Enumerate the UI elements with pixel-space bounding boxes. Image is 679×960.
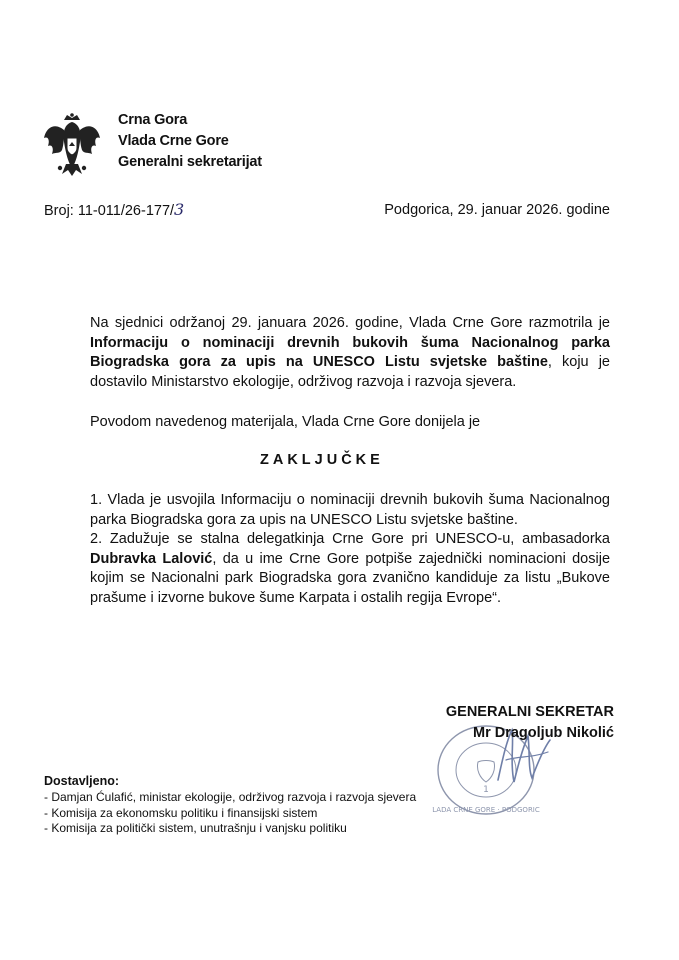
- ambassador-name: Dubravka Lalović: [90, 550, 213, 567]
- stamp-text: VLADA CRNE GORE · PODGORICA: [432, 806, 540, 814]
- signature-title: GENERALNI SEKRETAR: [445, 704, 614, 720]
- conclusion-item-2: [90, 530, 610, 608]
- conclusions-list: [90, 491, 610, 608]
- conclusion-item-2-end: , da u ime Crne Gore potpiše zajednički nominacioni dosije kojim se Nacionalni park Biogradska gora zvanično kandiduje za listu „Bukove prašume i izvorne bukove šume Karpata i ostalih regija Evrope“.: [90, 550, 611, 606]
- intro-paragraph: [90, 314, 610, 392]
- header-government: Vlada Crne Gore: [118, 133, 229, 149]
- distribution-item: - Komisija za ekonomsku politiku i finansijski sistem: [44, 805, 318, 820]
- conclusion-item-1: 1. Vlada je usvojila Informaciju o nominaciji drevnih bukovih šuma Nacionalnog parka Biogradska gora za upis na UNESCO Listu svjetske baštine.: [90, 492, 610, 528]
- reference-number: [44, 201, 184, 220]
- reference-number-text: Broj: 11-011/26-177/: [44, 203, 175, 219]
- place-date: Podgorica, 29. januar 2026. godine: [384, 202, 610, 218]
- reference-number-handwritten: 3: [174, 200, 185, 219]
- conclusion-item-2-start: 2. Zadužuje se stalna delegatkinja Crne Gore pri UNESCO-u, ambasadorka: [90, 531, 610, 547]
- distribution-item: - Komisija za politički sistem, unutrašnju i vanjsku politiku: [44, 821, 347, 835]
- intro-text-end: , koju je dostavilo Ministarstvo ekologije, održivog razvoja i razvoja sjevera.: [90, 354, 610, 390]
- signature-name: Mr Dragoljub Nikolić: [473, 725, 614, 741]
- distribution-title: Dostavljeno:: [44, 774, 120, 788]
- coat-of-arms-icon: [40, 112, 104, 178]
- distribution-list: [44, 790, 416, 837]
- header-secretariat: Generalni sekretarijat: [118, 154, 262, 170]
- header-country: Crna Gora: [118, 112, 188, 128]
- intro-text-start: Na sjednici održanoj 29. januara 2026. godine, Vlada Crne Gore razmotrila je: [90, 315, 610, 331]
- stamp-number: 1: [483, 785, 489, 795]
- conclusions-heading: ZAKLJUČKE: [260, 452, 384, 468]
- intro-document-title: Informaciju o nominaciji drevnih bukovih šuma Nacionalnog parka Biogradska gora za upis na UNESCO Listu svjetske baštine: [90, 334, 610, 370]
- lead-sentence: Povodom navedenog materijala, Vlada Crne Gore donijela je: [90, 414, 481, 430]
- distribution-item: - Damjan Ćulafić, ministar ekologije, održivog razvoja i razvoja sjevera: [44, 790, 417, 804]
